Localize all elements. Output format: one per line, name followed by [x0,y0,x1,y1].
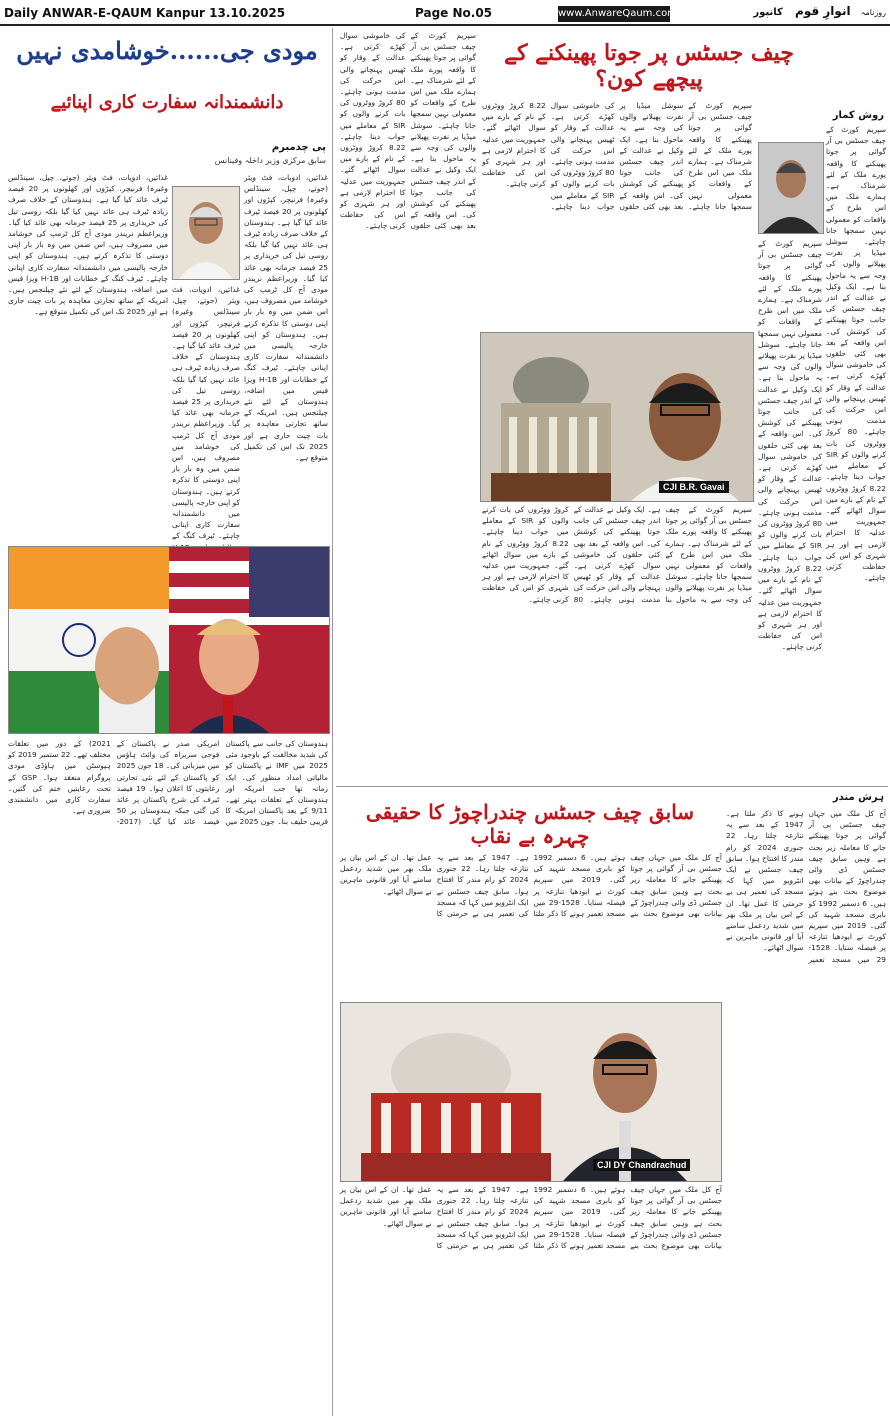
left-lower-text: ہندوستان کی جانب سے پاکستان کی شدید مخالفت کے باوجود مئی 2025 میں IMF نے پاکستان کو مالیاتی امداد منظور کی۔ ایک زمانہ تھا جب امریکہ اور ہندوستان کے تعلقات بہتر تھے۔ 9/11 کے بعد پاکستان امریکہ کا قریبی حلیف بنا۔ جون 2025 میں امریکی صدر نے پاکستان کے فوجی سربراہ کی وائٹ ہاؤس میں میزبانی کی۔ 18 جون 2025 کو پاکستان کے لئے نئی تجارتی رعایتوں کا اعلان ہوا۔ 19 فیصد ٹیرف کی شرح پاکستان پر عائد کی گئی جبکہ ہندوستان پر 50 فیصد عائد کیا گیا۔ (2017-2021) کے دور میں تعلقات مختلف تھے۔ 22 ستمبر 2019 کو ہیوسٹن میں ہاؤڈی مودی پروگرام منعقد ہوا۔ GSP کے تحت رعایتیں ختم کی گئیں۔ سفارت کاری میں دانشمندی ضروری ہے۔ [8,739,328,827]
chandrachud-caption: CJI DY Chandrachud [593,1159,690,1171]
bottom-right-col-2 [340,852,722,998]
ravish-photo [758,142,824,234]
court-illustration [341,1003,721,1181]
website-url[interactable]: www.AnwareQaum.com [558,6,670,22]
masthead-date: Daily ANWAR-E-QAUM Kanpur 13.10.2025 [4,6,286,20]
portrait-illustration [759,143,823,233]
top-right-col-4 [340,30,476,780]
top-right-text-5: سپریم کورٹ کے چیف جسٹس بی آر گوائی پر جوتا پھینکنے کا واقعہ پورے ملک کے لئے شرمناک ہے۔ ہمارے ملک میں اس طرح کے واقعات کو معمولی نہیں سمجھا جانا چاہئے۔ سوشل میڈیا پر نفرت پھیلانے والوں کی وجہ سے یہ ماحول بنا ہے۔ ایک وکیل نے عدالت کے اندر چیف جسٹس کی جانب جوتا پھینکنے کی کوشش کی۔ اس واقعہ کے بعد بھی کئی حلقوں کی خاموشی سوال کھڑے کرتی ہے۔ عدالت کے وقار کو ٹھیس پہنچانے والی اس حرکت کی مذمت ہونی چاہئے۔ 80 کروڑ ووٹروں کی بات کرنے والوں کو SIR کے معاملے میں جواب دینا چاہئے۔ 8.22 کروڑ ووٹروں کے نام کے بارے میں سوال اٹھائے گئے۔ جمہوریت میں عدلیہ کا احترام لازمی ہے اور ہر شہری کو اس کی حفاظت کرنی چاہئے۔ [482,505,752,604]
left-author: پی چدمبرم [271,142,326,153]
bottom-right-text-1: آج کل ملک میں جہاں چیف جسٹس بی آر گوائی پر جوتا پھینکنے جانے کا معاملہ زیر بحث ہے وہیں سابق چیف جسٹس ڈی وائی چندراچوڑ کے بیانات بھی موضوع بحث بنے ہوئے ہیں۔ 6 دسمبر 1992 کو بابری مسجد شہید کی گئی۔ 2019 میں سپریم کورٹ نے ایودھیا تنازعہ پر فیصلہ سنایا۔ 1528-29 میں مسجد تعمیر ہونے کا ذکر ملتا ہے۔ 1947 کے بعد سے یہ تنازعہ چلتا رہا۔ 22 جنوری 2024 کو رام مندر کا افتتاح ہوا۔ سابق چیف جسٹس نے ایک انٹرویو میں کہا کہ مسجد کی تعمیر ہی بے حرمتی کا عمل تھا۔ ان کے اس بیان پر ملک بھر میں شدید ردعمل سامنے آیا اور قانونی ماہرین نے سوال اٹھائے۔ [726,809,886,964]
top-right-text-2: سپریم کورٹ کے چیف جسٹس بی آر گوائی پر جوتا پھینکنے کا واقعہ پورے ملک کے لئے شرمناک ہے۔ ہمارے ملک میں اس طرح کے واقعات کو معمولی نہیں سمجھا جانا چاہئے۔ سوشل میڈیا پر نفرت پھیلانے والوں کی وجہ سے یہ ماحول بنا ہے۔ ایک وکیل نے عدالت کے اندر چیف جسٹس کی جانب جوتا پھینکنے کی کوشش کی۔ اس واقعہ کے بعد بھی کئی حلقوں کی خاموشی سوال کھڑے کرتی ہے۔ عدالت کے وقار کو ٹھیس پہنچانے والی اس حرکت کی مذمت ہونی چاہئے۔ 80 کروڑ ووٹروں کی بات کرنے والوں کو SIR کے معاملے میں جواب دینا چاہئے۔ 8.22 کروڑ ووٹروں کے نام کے بارے میں سوال اٹھائے گئے۔ جمہوریت میں عدلیہ کا احترام لازمی ہے اور ہر شہری کو اس کی حفاظت کرنی چاہئے۔ [758,239,822,652]
top-right-text-4: سپریم کورٹ کے چیف جسٹس بی آر گوائی پر جوتا پھینکنے کا واقعہ پورے ملک کے لئے شرمناک ہے۔ ہمارے ملک میں اس طرح کے واقعات کو معمولی نہیں سمجھا جانا چاہئے۔ سوشل میڈیا پر نفرت پھیلانے والوں کی وجہ سے یہ ماحول بنا ہے۔ ایک وکیل نے عدالت کے اندر چیف جسٹس کی جانب جوتا پھینکنے کی کوشش کی۔ اس واقعہ کے بعد بھی کئی حلقوں کی خاموشی سوال کھڑے کرتی ہے۔ عدالت کے وقار کو ٹھیس پہنچانے والی اس حرکت کی مذمت ہونی چاہئے۔ 80 کروڑ ووٹروں کی بات کرنے والوں کو SIR کے معاملے میں جواب دینا چاہئے۔ 8.22 کروڑ ووٹروں کے نام کے بارے میں سوال اٹھائے گئے۔ جمہوریت میں عدلیہ کا احترام لازمی ہے اور ہر شہری کو اس کی حفاظت کرنی چاہئے۔ [340,31,476,231]
bottom-right-text-3: آج کل ملک میں جہاں چیف جسٹس بی آر گوائی پر جوتا پھینکنے جانے کا معاملہ زیر بحث ہے وہیں سابق چیف جسٹس ڈی وائی چندراچوڑ کے بیانات بھی موضوع بحث بنے ہوئے ہیں۔ 6 دسمبر 1992 کو بابری مسجد شہید کی گئی۔ 2019 میں سپریم کورٹ نے ایودھیا تنازعہ پر فیصلہ سنایا۔ 1528-29 میں مسجد تعمیر ہونے کا ذکر ملتا ہے۔ 1947 کے بعد سے یہ تنازعہ چلتا رہا۔ 22 جنوری 2024 کو رام مندر کا افتتاح ہوا۔ سابق چیف جسٹس نے ایک انٹرویو میں کہا کہ مسجد کی تعمیر ہی بے حرمتی کا عمل تھا۔ ان کے اس بیان پر ملک بھر میں شدید ردعمل سامنے آیا اور قانونی ماہرین نے سوال اٹھائے۔ [340,1185,722,1251]
logo-sub: روزنامہ [860,8,886,17]
section-divider [336,786,888,787]
chandrachud-photo [340,1002,722,1182]
portrait-illustration [173,187,239,279]
chidambaram-photo [172,186,240,280]
modi-trump-photo [8,546,330,734]
top-right-col-5 [482,504,752,780]
left-body-text: غذائیں، ادویات، فٹ ویئر (جوتے، چپل، سینڈلس وغیرہ) فرنیچر، کپڑوں اور کھلونوں پر 20 فیصد ٹیرف عائد کیا گیا ہے۔ ہندوستان کے خلاف صرف زیادہ ٹیرف ہی عائد نہیں کیا گیا بلکہ روسی تیل کی خریداری پر 25 فیصد جرمانہ بھی عائد کیا گیا۔ وزیراعظم نریندر مودی آج کل ٹرمپ کی خوشامد میں مصروف ہیں، اس ضمن میں وہ بار بار اپنی دوستی کا تذکرہ کرتے ہیں۔ ہندوستان کو اپنی خارجہ پالیسی میں دانشمندانہ سفارت کاری اپنانی چاہئے۔ ٹیرف کنگ کے خطابات اور H-1B ویزا فیس میں اضافہ، ہندوستان کے لئے نئے چیلنجس ہیں۔ امریکہ کے ساتھ تجارتی معاہدہ پر بات چیت جاری ہے اور 2025 تک اس کی تکمیل متوقع ہے۔ [8,173,169,317]
left-headline: مودی جی......خوشامدی نہیں [16,36,318,65]
logo-city: کانپور [753,7,783,18]
flags-illustration [9,547,329,733]
gavai-photo [480,332,754,502]
left-body-text-b: غذائیں، ادویات، فٹ ویئر (جوتے، چپل، سینڈلس وغیرہ) فرنیچر، کپڑوں اور کھلونوں پر 20 فیصد ٹیرف عائد کیا گیا ہے۔ ہندوستان کے خلاف صرف زیادہ ٹیرف ہی عائد نہیں کیا گیا بلکہ روسی تیل کی خریداری پر 25 فیصد جرمانہ بھی عائد کیا گیا۔ وزیراعظم نریندر مودی آج کل ٹرمپ کی خوشامد میں مصروف ہیں، اس ضمن میں وہ بار بار اپنی دوستی کا تذکرہ کرتے ہیں۔ ہندوستان کو اپنی خارجہ پالیسی میں دانشمندانہ سفارت کاری اپنانی چاہئے۔ ٹیرف کنگ کے خطابات اور H-1B ویزا فیس میں اضافہ، ہندوستان کے لئے نئے چیلنجس ہیں۔ امریکہ کے ساتھ تجارتی معاہدہ پر بات چیت جاری ہے اور 2025 تک اس کی تکمیل متوقع ہے۔ [244,173,329,463]
masthead-logo [704,4,886,24]
top-right-headline: چیف جسٹس پر جوتا پھینکنے کے پیچھے کون؟ [504,40,794,92]
top-right-text-3: سپریم کورٹ کے چیف جسٹس بی آر گوائی پر جوتا پھینکنے کا واقعہ پورے ملک کے لئے شرمناک ہے۔ ہمارے ملک میں اس طرح کے واقعات کو معمولی نہیں سمجھا جانا چاہئے۔ سوشل میڈیا پر نفرت پھیلانے والوں کی وجہ سے یہ ماحول بنا ہے۔ ایک وکیل نے عدالت کے اندر چیف جسٹس کی جانب جوتا پھینکنے کی کوشش کی۔ اس واقعہ کے بعد بھی کئی حلقوں کی خاموشی سوال کھڑے کرتی ہے۔ عدالت کے وقار کو ٹھیس پہنچانے والی اس حرکت کی مذمت ہونی چاہئے۔ 80 کروڑ ووٹروں کی بات کرنے والوں کو SIR کے معاملے میں جواب دینا چاہئے۔ 8.22 کروڑ ووٹروں کے نام کے بارے میں سوال اٹھائے گئے۔ جمہوریت میں عدلیہ کا احترام لازمی ہے اور ہر شہری کو اس کی حفاظت کرنی چاہئے۔ [482,101,752,211]
court-illustration [481,333,753,501]
column-divider [332,28,333,1416]
header-rule [0,24,890,26]
left-lower-body [8,738,328,1412]
left-body-col-c [172,284,241,541]
left-body-col-b [244,172,328,532]
bottom-right-text-2: آج کل ملک میں جہاں چیف جسٹس بی آر گوائی پر جوتا پھینکنے جانے کا معاملہ زیر بحث ہے وہیں سابق چیف جسٹس ڈی وائی چندراچوڑ کے بیانات بھی موضوع بحث بنے ہوئے ہیں۔ 6 دسمبر 1992 کو بابری مسجد شہید کی گئی۔ 2019 میں سپریم کورٹ نے ایودھیا تنازعہ پر فیصلہ سنایا۔ 1528-29 میں مسجد تعمیر ہونے کا ذکر ملتا ہے۔ 1947 کے بعد سے یہ تنازعہ چلتا رہا۔ 22 جنوری 2024 کو رام مندر کا افتتاح ہوا۔ سابق چیف جسٹس نے ایک انٹرویو میں کہا کہ مسجد کی تعمیر ہی بے حرمتی کا عمل تھا۔ ان کے اس بیان پر ملک بھر میں شدید ردعمل سامنے آیا اور قانونی ماہرین نے سوال اٹھائے۔ [340,853,722,919]
left-body-col-a [8,172,168,532]
top-right-text-1: سپریم کورٹ کے چیف جسٹس بی آر گوائی پر جوتا پھینکنے کا واقعہ پورے ملک کے لئے شرمناک ہے۔ ہمارے ملک میں اس طرح کے واقعات کو معمولی نہیں سمجھا جانا چاہئے۔ سوشل میڈیا پر نفرت پھیلانے والوں کی وجہ سے یہ ماحول بنا ہے۔ ایک وکیل نے عدالت کے اندر چیف جسٹس کی جانب جوتا پھینکنے کی کوشش کی۔ اس واقعہ کے بعد بھی کئی حلقوں کی خاموشی سوال کھڑے کرتی ہے۔ عدالت کے وقار کو ٹھیس پہنچانے والی اس حرکت کی مذمت ہونی چاہئے۔ 80 کروڑ ووٹروں کی بات کرنے والوں کو SIR کے معاملے میں جواب دینا چاہئے۔ 8.22 کروڑ ووٹروں کے نام کے بارے میں سوال اٹھائے گئے۔ جمہوریت میں عدلیہ کا احترام لازمی ہے اور ہر شہری کو اس کی حفاظت کرنی چاہئے۔ [826,125,886,583]
gavai-caption: CJI B.R. Gavai [659,481,729,493]
logo-text: انوارِ قوم [795,4,851,18]
top-right-col-2 [758,238,822,780]
bottom-right-col-3 [340,1184,722,1412]
bottom-right-headline: سابق چیف جسٹس چندراچوڑ کا حقیقی چہرہ بے نقاب [365,800,695,848]
bottom-right-author: ہرش مندر [832,792,884,803]
top-right-col-1 [826,124,886,780]
left-body-text-c: غذائیں، ادویات، فٹ ویئر (جوتے، چپل، سینڈلس وغیرہ) فرنیچر، کپڑوں اور کھلونوں پر 20 فیصد ٹیرف عائد کیا گیا ہے۔ ہندوستان کے خلاف صرف زیادہ ٹیرف ہی عائد نہیں کیا گیا بلکہ روسی تیل کی خریداری پر 25 فیصد جرمانہ بھی عائد کیا گیا۔ وزیراعظم نریندر مودی آج کل ٹرمپ کی خوشامد میں مصروف ہیں، اس ضمن میں وہ بار بار اپنی دوستی کا تذکرہ کرتے ہیں۔ ہندوستان کو اپنی خارجہ پالیسی میں دانشمندانہ سفارت کاری اپنانی چاہئے۔ ٹیرف کنگ کے [172,285,241,541]
page-number: Page No.05 [415,6,493,20]
top-right-author: روش کمار [832,110,884,121]
bottom-right-col-1 [726,808,886,1412]
left-author-title: سابق مرکزی وزیر داخلہ وفینانس [214,156,326,165]
top-right-col-3 [482,100,752,330]
left-subheadline: دانشمندانہ سفارت کاری اپنائیے [50,92,284,113]
